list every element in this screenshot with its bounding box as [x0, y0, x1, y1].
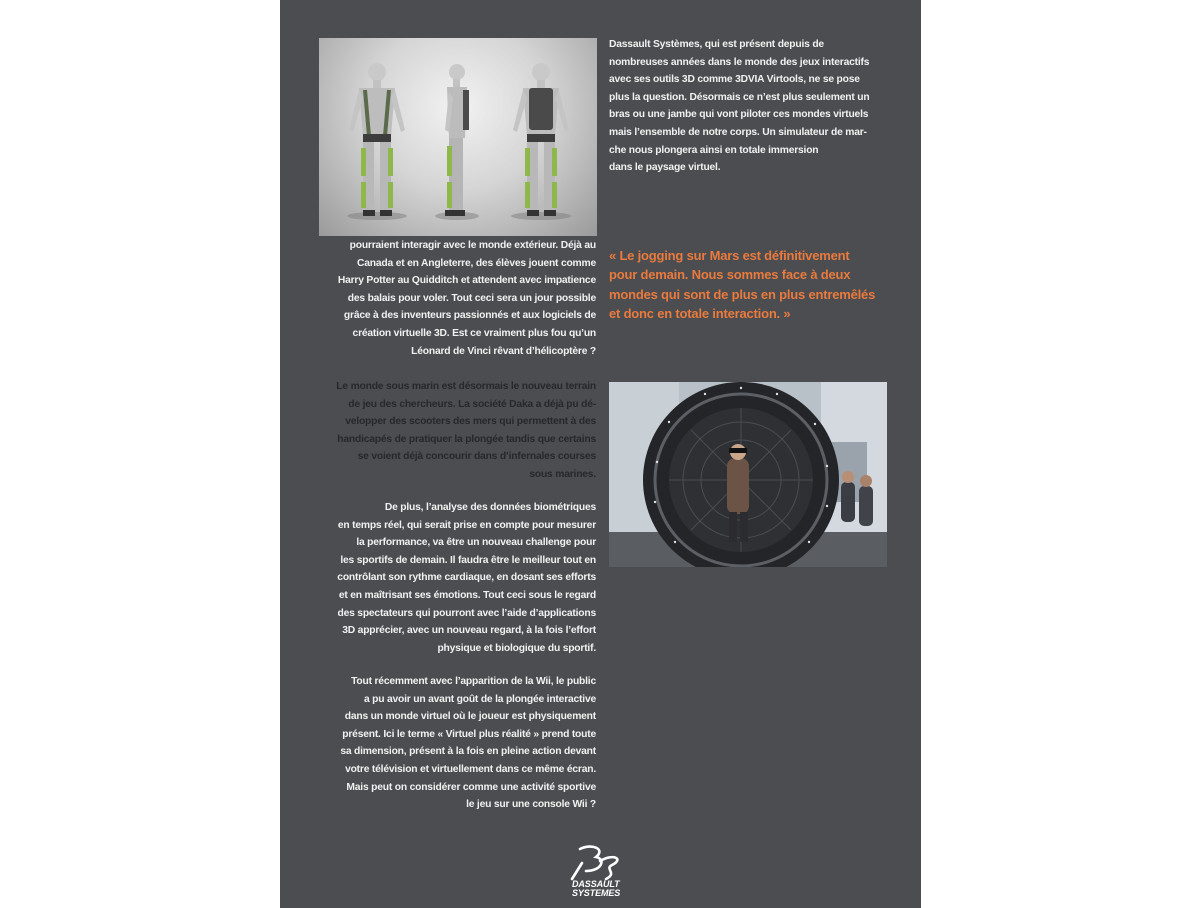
text-line: sa dimension, présent à la fois en pleine action devant — [340, 746, 596, 758]
underwater-paragraph — [316, 378, 596, 484]
text-line: Léonard de Vinci rêvant d’hélicoptère ? — [411, 345, 596, 357]
quidditch-paragraph — [316, 237, 596, 360]
quote-line: mondes qui sont de plus en plus entremêlés — [609, 286, 876, 302]
text-line: physique et biologique du sportif. — [437, 642, 596, 654]
text-line: De plus, l’analyse des données biométriques — [384, 502, 596, 513]
text-line: velopper des scooters des mers qui permettent à des — [345, 416, 596, 428]
intro-paragraph — [609, 36, 899, 177]
text-line: des balais pour voler. Tout ceci sera un jour possible — [347, 292, 596, 304]
text-line: les sportifs de demain. Il faudra être le meilleur tout en — [340, 554, 596, 566]
text-line: dans un monde virtuel où le joueur est physiquement — [344, 711, 596, 723]
text-line: Harry Potter au Quidditch et attendent avec impatience — [337, 275, 596, 287]
company-logo-text — [572, 880, 620, 898]
text-line: Le monde sous marin est désormais le nouveau terrain — [336, 381, 596, 392]
text-line: bras ou une jambe qui vont piloter ces mondes virtuels — [609, 109, 869, 121]
text-line: contrôlant son rythme cardiaque, en dosant ses efforts — [337, 572, 596, 584]
text-line: handicapés de pratiquer la plongée tandis que certains — [337, 433, 596, 445]
exoskeleton-figures-icon — [319, 38, 597, 236]
text-line: grâce à des inventeurs passionnés et aux logiciels de — [343, 310, 596, 322]
exoskeleton-figures-image — [319, 38, 597, 236]
text-line: des spectateurs qui pourront avec l’aide d’applications — [337, 607, 596, 619]
text-line: nombreuses années dans le monde des jeux interactifs — [609, 56, 870, 68]
quote-line: « Le jogging sur Mars est définitivement — [609, 248, 850, 263]
text-line: en temps réel, qui serait prise en compte pour mesurer — [337, 519, 596, 531]
text-line: le jeu sur une console Wii ? — [466, 799, 596, 811]
text-line: Canada et en Angleterre, des élèves jouent comme — [357, 257, 596, 269]
vr-sphere-image — [609, 382, 887, 567]
text-line: avec ses outils 3D comme 3DVIA Virtools, ne se pose — [609, 74, 860, 86]
text-line: présent. Ici le terme « Virtuel plus réalité » prend toute — [342, 728, 596, 740]
text-line: mais l’ensemble de notre corps. Un simulateur de mar- — [609, 126, 867, 138]
text-line: se voient déjà concourir dans d’infernales courses — [357, 451, 596, 463]
text-line: Tout récemment avec l’apparition de la Wii, le public — [351, 676, 596, 687]
text-line: a pu avoir un avant goût de la plongée interactive — [363, 693, 596, 705]
text-line: de jeu des chercheurs. La société Daka a déjà pu dé- — [348, 398, 596, 410]
logo-line: DASSAULT — [572, 879, 620, 889]
text-line: et en maîtrisant ses émotions. Tout ceci sous le regard — [338, 589, 596, 601]
logo-line: SYSTEMES — [572, 888, 621, 898]
text-line: votre télévision et virtuellement dans ce même écran. — [345, 763, 596, 775]
text-line: création virtuelle 3D. Est ce vraiment plus fou qu’un — [352, 327, 596, 339]
pull-quote — [609, 246, 904, 324]
text-line: che nous plongera ainsi en totale immersion — [609, 144, 819, 156]
vr-sphere-icon — [609, 382, 887, 567]
text-line: plus la question. Désormais ce n’est plus seulement un — [609, 91, 870, 103]
text-line: sous marines. — [529, 468, 596, 480]
magazine-page — [280, 0, 921, 908]
text-line: Dassault Systèmes, qui est présent depuis de — [609, 39, 824, 50]
wii-paragraph — [316, 673, 596, 814]
quote-line: et donc en totale interaction. » — [609, 306, 791, 322]
text-line: 3D apprécier, avec un nouveau regard, à la fois l’effort — [342, 625, 596, 637]
biometrics-paragraph — [316, 499, 596, 657]
text-line: Mais peut on considérer comme une activité sportive — [346, 781, 596, 793]
text-line: la performance, va être un nouveau challenge pour — [356, 537, 596, 549]
quote-line: pour demain. Nous sommes face à deux — [609, 267, 851, 283]
text-line: dans le paysage virtuel. — [609, 162, 721, 174]
text-line: pourraient interagir avec le monde extérieur. Déjà au — [349, 240, 596, 251]
